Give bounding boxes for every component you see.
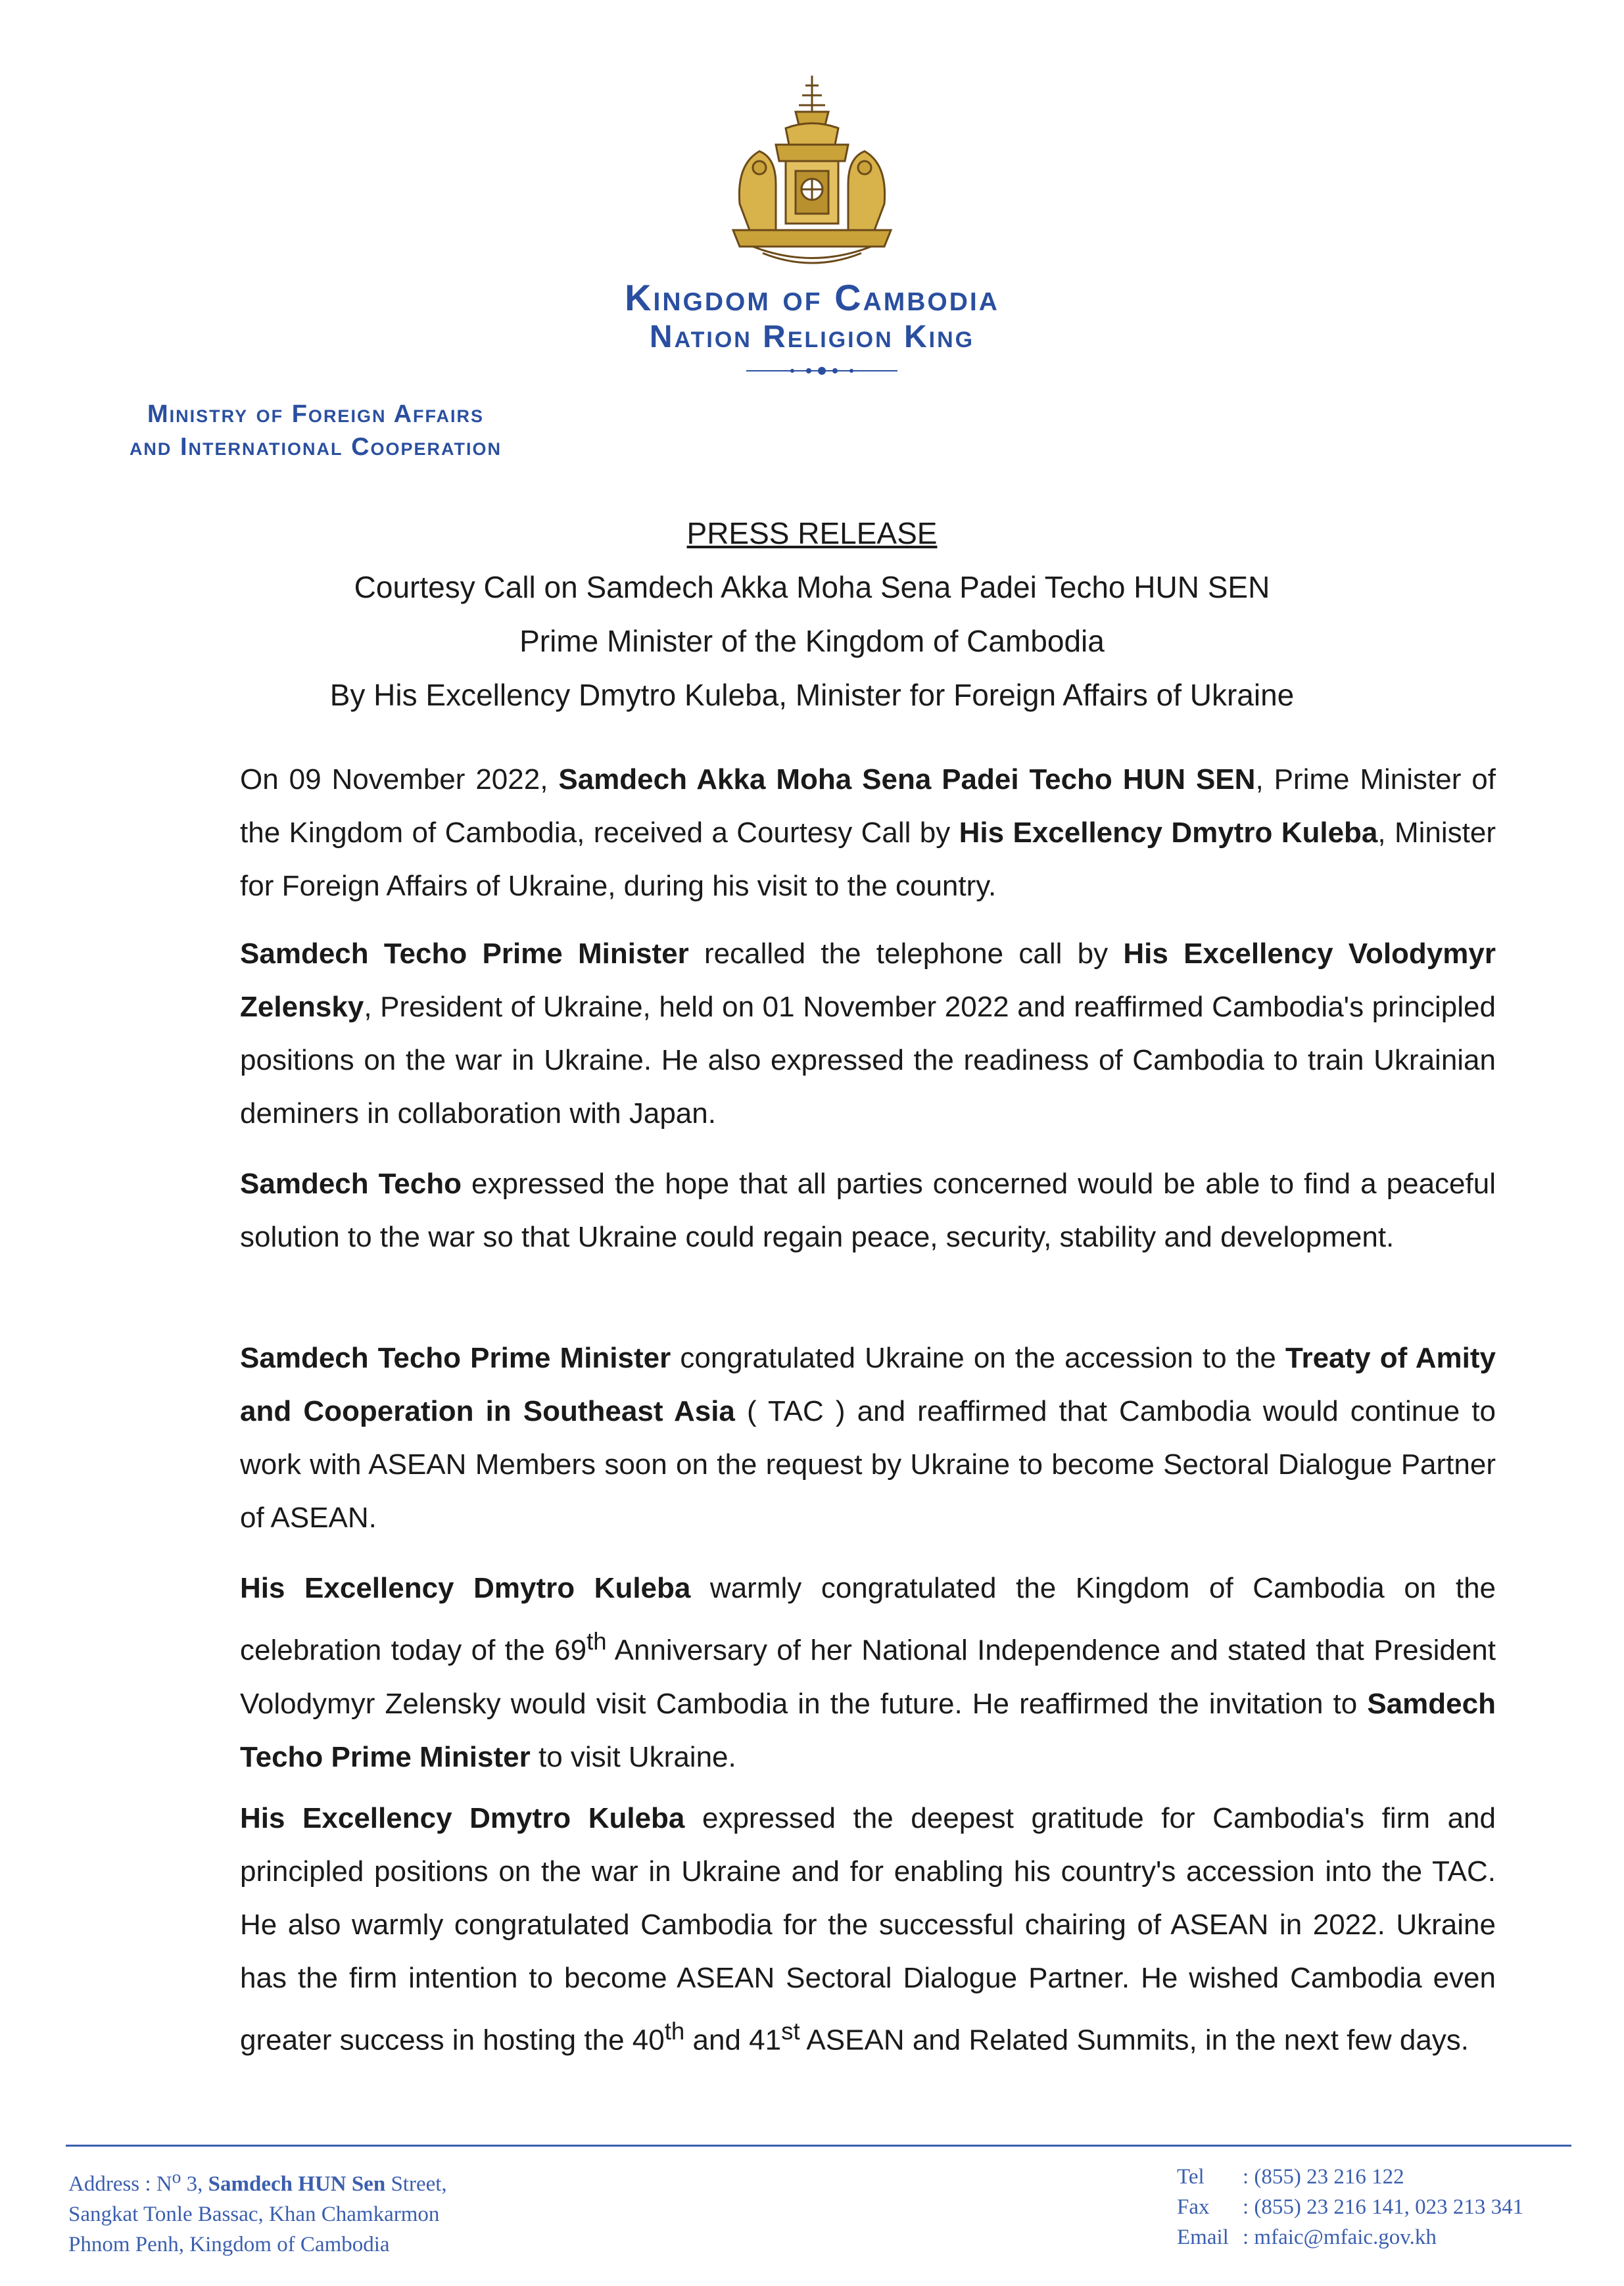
p6-sup-2: st [781, 2018, 800, 2045]
contact-email [1177, 2222, 1523, 2252]
p3-text-b: expressed the hope that all parties concerned would be able to find a peaceful solution to the war so that Ukraine could regain peace, security, stability and development. [240, 1168, 1496, 1253]
address-line-3: Phnom Penh, Kingdom of Cambodia [68, 2233, 390, 2256]
address-street-name: Samdech HUN Sen [208, 2172, 386, 2196]
ornament-divider-icon [740, 363, 904, 379]
p2-bold-c: His Excellency Volodymyr Zelensky [240, 938, 1496, 1023]
press-release-label: PRESS RELEASE [686, 516, 938, 550]
heading-line-1: Courtesy Call on Samdech Akka Moha Sena Padei Techo HUN SEN [354, 570, 1270, 604]
p5-text-c: Anniversary of her National Independence and stated that President Volodymyr Zelensky would visit Cambodia in the future. He reaffirmed the invitation to [240, 1634, 1496, 1720]
contact-tel [1177, 2162, 1523, 2192]
paragraph-6 [240, 1792, 1496, 2067]
p1-text-c: , Prime Minister of the Kingdom of Cambodia, received a Courtesy Call by [240, 763, 1496, 849]
paragraph-2 [240, 927, 1496, 1140]
p1-bold-b: Samdech Akka Moha Sena Padei Techo HUN SEN [558, 763, 1256, 796]
p6-bold-a: His Excellency Dmytro Kuleba [240, 1802, 685, 1834]
address-line-2: Sangkat Tonle Bassac, Khan Chamkarmon [68, 2203, 440, 2226]
p5-bold-d: Samdech Techo Prime Minister [240, 1687, 1496, 1773]
paragraph-1 [240, 753, 1496, 913]
p5-text-b: warmly congratulated the Kingdom of Cambodia on the celebration today of the 69 [240, 1572, 1496, 1667]
p5-bold-a: His Excellency Dmytro Kuleba [240, 1572, 691, 1604]
heading-line-2: Prime Minister of the Kingdom of Cambodia [519, 624, 1105, 658]
press-release-heading [0, 506, 1624, 722]
footer-contacts [1177, 2162, 1523, 2252]
paragraph-5 [240, 1561, 1496, 1784]
ministry-name [66, 398, 565, 464]
email-label: Email [1177, 2226, 1229, 2249]
p1-bold-d: His Excellency Dmytro Kuleba [959, 817, 1378, 849]
p2-text-b: recalled the telephone call by [688, 938, 1124, 970]
p5-sup: th [586, 1628, 607, 1655]
contact-fax [1177, 2192, 1523, 2222]
p6-text-b: expressed the deepest gratitude for Cambodia's firm and principled positions on the war in Ukraine and for enabling his country's accession into the TAC. He also warmly congratulated Cambodia for the successful chairing of ASEAN in 2022. Ukraine has the firm intention to become ASEAN Sectoral Dialogue Partner. He wished Cambodia even greater success in hosting the 40 [240, 1802, 1496, 2057]
address-number: 3, [181, 2172, 208, 2196]
ministry-line-1: Ministry of Foreign Affairs [147, 400, 485, 428]
address-line-1 [68, 2162, 447, 2199]
p2-bold-a: Samdech Techo Prime Minister [240, 938, 689, 970]
p6-sup-1: th [664, 2018, 685, 2045]
heading-line-3: By His Excellency Dmytro Kuleba, Minister for Foreign Affairs of Ukraine [329, 678, 1295, 712]
p4-bold-c: Treaty of Amity and Cooperation in Southeast Asia [240, 1342, 1496, 1427]
address-prefix: Address : N [68, 2172, 172, 2196]
ministry-line-2: and International Cooperation [129, 433, 502, 461]
p6-text-d: ASEAN and Related Summits, in the next few days. [800, 2024, 1469, 2057]
royal-arms-emblem-icon [713, 72, 911, 276]
p6-text-c: and 41 [684, 2024, 782, 2057]
national-motto: Nation Religion King [649, 320, 975, 354]
fax-label: Fax [1177, 2195, 1210, 2219]
kingdom-title: Kingdom of Cambodia [625, 277, 999, 318]
address-street-suffix: Street, [385, 2172, 447, 2196]
p3-bold-a: Samdech Techo [240, 1168, 462, 1200]
footer-divider [66, 2145, 1571, 2147]
p4-bold-a: Samdech Techo Prime Minister [240, 1342, 671, 1374]
p1-text-e: , Minister for Foreign Affairs of Ukraine, during his visit to the country. [240, 817, 1496, 902]
email-value[interactable]: : mfaic@mfaic.gov.kh [1243, 2226, 1437, 2249]
paragraph-4 [240, 1331, 1496, 1544]
tel-label: Tel [1177, 2165, 1205, 2189]
address-sup: o [172, 2166, 181, 2187]
fax-value: : (855) 23 216 141, 023 213 341 [1243, 2195, 1524, 2219]
paragraph-3 [240, 1157, 1496, 1264]
p2-text-d: , President of Ukraine, held on 01 November 2022 and reaffirmed Cambodia's principled positions on the war in Ukraine. He also expressed the readiness of Cambodia to train Ukrainian deminers in collaboration with Japan. [240, 991, 1496, 1130]
tel-value: : (855) 23 216 122 [1243, 2165, 1404, 2189]
p5-text-e: to visit Ukraine. [530, 1740, 736, 1773]
p1-text-a: On 09 November 2022, [240, 763, 559, 796]
footer-address [68, 2162, 447, 2260]
p4-text-b: congratulated Ukraine on the accession to the [671, 1342, 1285, 1374]
p4-text-d: ( TAC ) and reaffirmed that Cambodia would continue to work with ASEAN Members soon on the request by Ukraine to become Sectoral Dialogue Partner of ASEAN. [240, 1395, 1496, 1534]
